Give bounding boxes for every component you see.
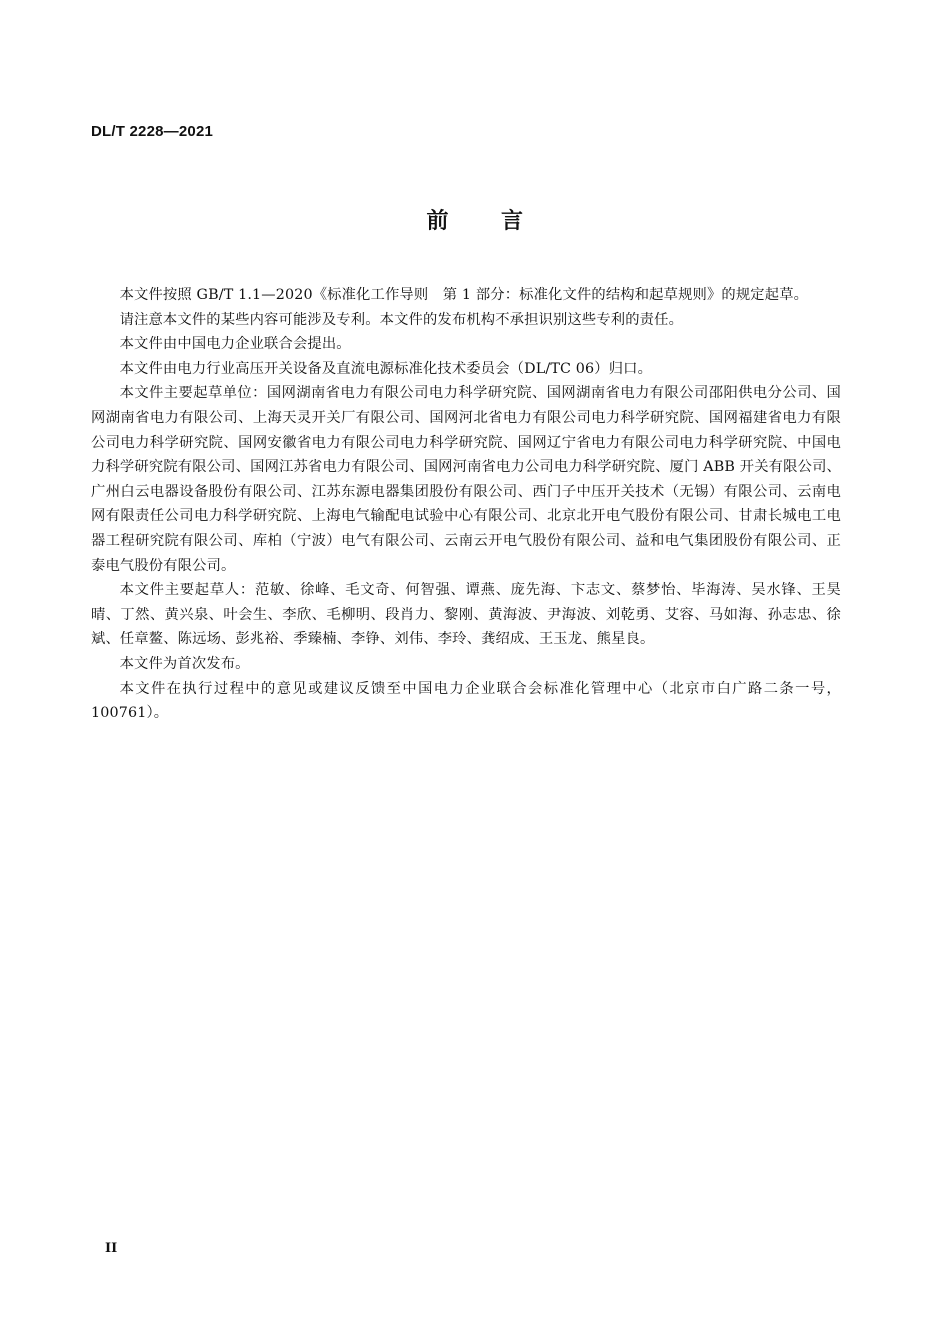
paragraph-patent-notice: 请注意本文件的某些内容可能涉及专利。本文件的发布机构不承担识别这些专利的责任。 (119, 311, 684, 328)
paragraph-drafting-basis: 本文件按照 GB/T 1.1—2020《标准化工作导则 第 1 部分：标准化文件的结构和起草规则》的规定起草。 (119, 287, 809, 303)
document-code: DL/T 2228—2021 (91, 123, 214, 140)
paragraph-drafting-units: 本文件主要起草单位：国网湖南省电力有限公司电力科学研究院、国网湖南省电力有限公司邵阳供电分公司、国网湖南省电力有限公司、上海天灵开关厂有限公司、国网河北省电力有限公司电力科学研究院、国网福建省电力有限公司电力科学研究院、国网安徽省电力有限公司电力科学研究院、国网辽宁省电力有限公司电力科学研究院、中国电力科学研究院有限公司、国网江苏省电力有限公司、国网河南省电力公司电力科学研究院、厦门 ABB 开关有限公司、广州白云电器设备股份有限公司、江苏东源电器集团股份有限公司、西门子中压开关技术（无锡）有限公司、云南电网有限责任公司电力科学研究院、上海电气输配电试验中心有限公司、北京北开电气股份有限公司、甘肃长城电工电器工程研究院有限公司、库柏（宁波）电气有限公司、云南云开电气股份有限公司、益和电气集团股份有限公司、正泰电气股份有限公司。 (91, 385, 841, 574)
preface-title-char-1: 前 (426, 209, 449, 234)
preface-title (0, 204, 950, 235)
paragraph-proposer: 本文件由中国电力企业联合会提出。 (119, 336, 351, 353)
paragraph-feedback: 本文件在执行过程中的意见或建议反馈至中国电力企业联合会标准化管理中心（北京市白广路二条一号，100761）。 (91, 680, 841, 722)
paragraph-first-release: 本文件为首次发布。 (119, 655, 250, 672)
preface-title-char-2: 言 (501, 209, 524, 234)
page-number: II (105, 1241, 118, 1256)
preface-body (91, 283, 841, 726)
paragraph-administrator: 本文件由电力行业高压开关设备及直流电源标准化技术委员会（DL/TC 06）归口。 (119, 360, 653, 377)
paragraph-drafters: 本文件主要起草人：范敏、徐峰、毛文奇、何智强、谭燕、庞先海、卞志文、蔡梦怡、毕海涛、吴水锋、王昊晴、丁然、黄兴泉、叶会生、李欣、毛柳明、段肖力、黎刚、黄海波、尹海波、刘乾勇、艾容、马如海、孙志忠、徐斌、任章鳌、陈远场、彭兆裕、季臻楠、李铮、刘伟、李玲、龚绍成、王玉龙、熊星良。 (91, 582, 841, 648)
